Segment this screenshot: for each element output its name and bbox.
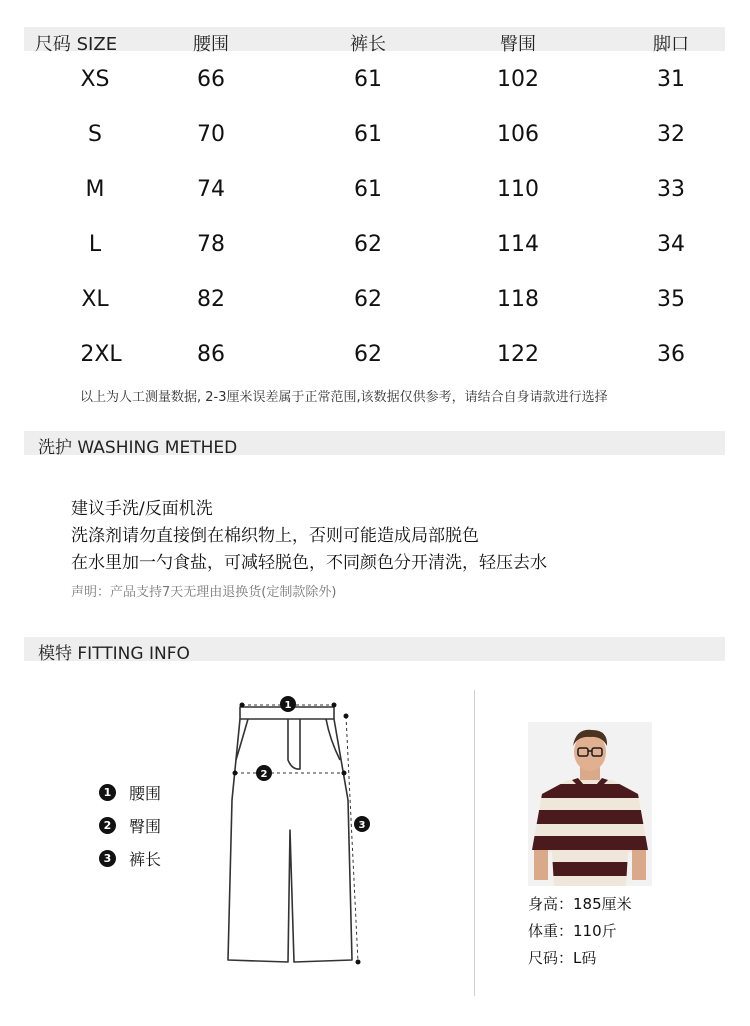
marker-3-label: 3 (358, 820, 366, 831)
model-size: 尺码：L码 (528, 949, 597, 967)
model-photo (528, 722, 652, 886)
legend-label: 裤长 (129, 849, 162, 869)
washing-title: 洗护 WASHING METHED (38, 438, 238, 458)
size-cell: XL (81, 287, 109, 312)
legend-number: 3 (99, 850, 116, 867)
pants-diagram (220, 690, 370, 975)
size-cell: L (88, 232, 102, 257)
size-cell: XS (80, 67, 110, 92)
length-cell: 62 (354, 287, 382, 312)
fitting-header (24, 637, 725, 664)
length-cell: 62 (354, 342, 382, 367)
fitting-title: 模特 FITTING INFO (38, 644, 190, 664)
hem-cell: 34 (657, 232, 685, 257)
header-size: 尺码 SIZE (34, 34, 118, 55)
section-divider (474, 690, 475, 996)
model-height: 身高：185厘米 (528, 895, 632, 913)
model-illustration (528, 722, 652, 886)
waist-cell: 78 (197, 232, 225, 257)
hip-cell: 110 (497, 177, 539, 202)
hip-cell: 102 (497, 67, 539, 92)
model-weight: 体重：110斤 (528, 922, 617, 940)
header-waist: 腰围 (193, 34, 229, 55)
size-cell: M (85, 177, 105, 202)
waist-cell: 86 (197, 342, 225, 367)
legend-number: 1 (99, 784, 116, 801)
waist-cell: 70 (197, 122, 225, 147)
hem-cell: 35 (657, 287, 685, 312)
table-row (0, 67, 750, 107)
legend-item-hip (99, 815, 161, 835)
waist-cell: 82 (197, 287, 225, 312)
table-row (0, 122, 750, 162)
size-cell: S (88, 122, 102, 147)
washing-line: 建议手洗/反面机洗 (71, 499, 213, 519)
hem-cell: 33 (657, 177, 685, 202)
length-cell: 61 (354, 177, 382, 202)
legend-item-length (99, 848, 161, 868)
hip-cell: 106 (497, 122, 539, 147)
size-table-header (24, 27, 725, 55)
table-row (0, 342, 750, 382)
measurement-note: 以上为人工测量数据, 2-3厘米误差属于正常范围,该数据仅供参考，请结合自身请款进行选择 (80, 390, 608, 405)
size-cell: 2XL (80, 342, 122, 367)
waist-cell: 74 (197, 177, 225, 202)
hem-cell: 32 (657, 122, 685, 147)
header-length: 裤长 (350, 34, 386, 55)
waist-measure-line (240, 696, 337, 712)
legend-item-waist (99, 782, 161, 802)
length-cell: 61 (354, 67, 382, 92)
washing-line: 在水里加一勺食盐，可减轻脱色，不同颜色分开清洗，轻压去水 (71, 553, 547, 573)
legend-label: 腰围 (129, 783, 162, 803)
table-row (0, 287, 750, 327)
legend-label: 臀围 (129, 816, 162, 836)
washing-line: 洗涤剂请勿直接倒在棉织物上，否则可能造成局部脱色 (71, 526, 479, 546)
marker-1-label: 1 (284, 700, 292, 711)
length-cell: 61 (354, 122, 382, 147)
hip-measure-line (233, 765, 347, 781)
header-hem: 脚口 (653, 34, 689, 55)
return-disclaimer: 声明：产品支持7天无理由退换货(定制款除外) (71, 585, 337, 600)
hip-cell: 118 (497, 287, 539, 312)
hem-cell: 36 (657, 342, 685, 367)
washing-header (24, 431, 725, 458)
pants-outline (228, 707, 352, 962)
legend-number: 2 (99, 817, 116, 834)
marker-2-label: 2 (260, 769, 268, 780)
length-cell: 62 (354, 232, 382, 257)
hip-cell: 122 (497, 342, 539, 367)
waist-cell: 66 (197, 67, 225, 92)
length-measure-line (344, 714, 371, 965)
hip-cell: 114 (497, 232, 539, 257)
header-hip: 臀围 (500, 34, 536, 55)
hem-cell: 31 (657, 67, 685, 92)
table-row (0, 177, 750, 217)
table-row (0, 232, 750, 272)
